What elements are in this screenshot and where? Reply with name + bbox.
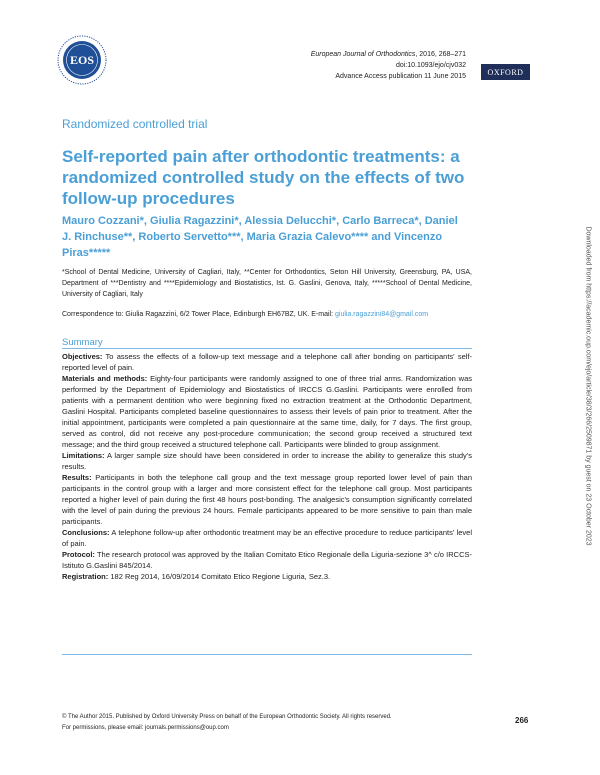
section-label: Limitations: <box>62 451 105 460</box>
section-text: A telephone follow-up after orthodontic treatment may be an effective procedure to reduce participants' level of pain. <box>62 528 472 548</box>
article-category: Randomized controlled trial <box>62 117 208 131</box>
affiliations: *School of Dental Medicine, University of Cagliari, Italy, **Center for Orthodontics, Seton Hill University, Greensburg, PA, USA, Department of ***Dentistry and ****Epidemiology and Biostatistics, Ist. G. Gaslini, Genova, Italy, *****School of Dental Medicine, University of Cagliari, Italy <box>62 269 472 298</box>
section-text: Eighty-four participants were randomly assigned to one of three trial arms. Randomization was performed by the Department of Epidemiology and Biostatistics of IRCCS G.Gaslini. Participants were enrolled from patients with a permanent dentition who were beginning fixed no extraction treatment at the Orthodontic Department, Gaslini Hospital. Participants completed baseline questionnaires to assess their levels of pain prior to treatment. After the initial appointment, participants were completed a pain questionnaire at the same time, daily, for 7 days. The first group, served as control, did not receive any post-procedure communication; the second group received a structured text message; and the third group received a structured telephone call. Participants were blinded to group assignment. <box>62 374 472 449</box>
section-text: The research protocol was approved by the Italian Comitato Etico Regionale della Liguria-sezione 3^ c/o IRCCS- Istituto G.Gaslini 845/2014. <box>62 550 472 570</box>
eos-society-logo <box>57 35 107 85</box>
abstract-conclusions <box>62 527 472 549</box>
abstract-objectives <box>62 351 472 373</box>
abstract-limitations <box>62 450 472 472</box>
section-text: Participants in both the telephone call group and the text message group reported lower level of pain than participants in the control group with a larger and more consistent effect for the telephone call group. Most participants reported a higher level of pain during the first 48 hours post-bonding. The analgesic's consumption significantly correlated with the level of pain during the previous 24 hours. Female participants appeared to be more sensitive to pain than male participants. <box>62 473 472 526</box>
advance-access: Advance Access publication 11 June 2015 <box>335 73 466 80</box>
article-title: Self-reported pain after orthodontic treatments: a randomized controlled study on the effects of two follow-up procedures <box>62 147 465 208</box>
abstract <box>62 351 472 582</box>
author-conjunction: and <box>368 231 394 243</box>
section-label: Objectives: <box>62 352 103 361</box>
section-text: To assess the effects of a follow-up text message and a telephone call after bonding on participants' self-reported level of pain. <box>62 352 472 372</box>
author[interactable]: Roberto Servetto***, <box>138 231 247 243</box>
author[interactable]: Alessia Delucchi*, <box>244 215 343 227</box>
summary-bottom-rule <box>62 654 472 655</box>
section-label: Conclusions: <box>62 528 110 537</box>
footer <box>62 712 392 734</box>
journal-citation: , 2016, 268–271 <box>415 51 466 58</box>
section-text: A larger sample size should have been considered in order to increase the ability to generalize this study's results. <box>62 451 472 471</box>
copyright-notice: © The Author 2015. Published by Oxford University Press on behalf of the European Orthodontic Society. All rights reserved. <box>62 714 392 720</box>
author[interactable]: Mauro Cozzani*, <box>62 215 151 227</box>
author[interactable]: Carlo Barreca*, <box>342 215 425 227</box>
summary-top-rule <box>62 348 472 349</box>
oxford-logo: OXFORD <box>481 64 530 80</box>
author[interactable]: Maria Grazia Calevo**** <box>246 231 369 243</box>
download-watermark: Downloaded from https://academic.oup.com/ejo/article/38/3/266/2509871 by guest on 23 October 2023 <box>584 226 592 546</box>
permissions-notice: For permissions, please email: journals.permissions@oup.com <box>62 725 229 731</box>
page-number: 266 <box>515 716 529 725</box>
journal-info <box>311 49 466 82</box>
author[interactable]: Vincenzo Piras***** <box>62 231 443 259</box>
section-text: 182 Reg 2014, 16/09/2014 Comitato Etico Regione Liguria, Sez.3. <box>108 572 331 581</box>
section-label: Protocol: <box>62 550 95 559</box>
abstract-methods <box>62 373 472 450</box>
section-label: Registration: <box>62 572 109 581</box>
section-label: Results: <box>62 473 92 482</box>
correspondence <box>62 311 482 318</box>
section-label: Materials and methods: <box>62 374 148 383</box>
author[interactable]: Giulia Ragazzini*, <box>150 215 245 227</box>
correspondence-email-link[interactable]: giulia.ragazzini84@gmail.com <box>335 311 429 318</box>
journal-name: European Journal of Orthodontics <box>310 51 416 58</box>
logo-text: EOS <box>69 53 95 67</box>
doi: doi:10.1093/ejo/cjv032 <box>395 62 466 69</box>
author[interactable]: Daniel J. Rinchuse**, <box>62 215 458 243</box>
abstract-results <box>62 472 472 527</box>
summary-heading: Summary <box>62 337 103 348</box>
abstract-registration <box>62 571 472 582</box>
author-list <box>62 213 462 261</box>
abstract-protocol <box>62 549 472 571</box>
correspondence-text: Correspondence to: Giulia Ragazzini, 6/2 Tower Place, Edinburgh EH67BZ, UK. E-mail: <box>62 311 336 318</box>
